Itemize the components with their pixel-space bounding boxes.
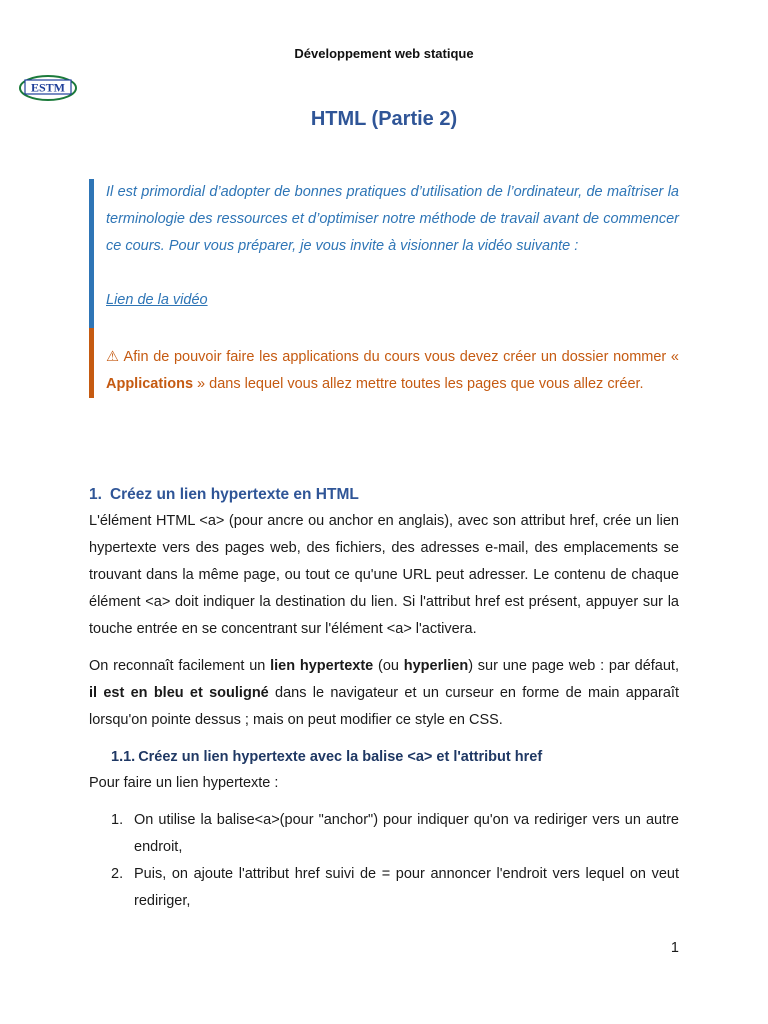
document-title: HTML (Partie 2) xyxy=(310,108,458,130)
video-link[interactable]: Lien de la vidéo xyxy=(106,292,208,308)
intro-callout xyxy=(89,179,679,328)
list-item: 1. On utilise la balise<a>(pour "anchor") pour indiquer qu'on va rediriger vers un autre endroit, xyxy=(111,812,679,855)
section-1-paragraph-1: L'élément HTML <a> (pour ancre ou anchor en anglais), avec son attribut href, crée un lien hypertexte vers des pages web, des fichiers, des adresses e-mail, des emplacements se trouvant dans la même page, ou tout ce qu'une URL peut adresser. Le contenu de chaque élément <a> doit indiquer la destination du lien. Si l'attribut href est présent, appuyer sur la touche entrée en se concentrant sur l'élément <a> l'activera. xyxy=(89,513,679,637)
main-content xyxy=(89,482,679,915)
callout-box xyxy=(89,179,679,398)
section-1-1-heading: 1.1. Créez un lien hypertexte avec la balise <a> et l'attribut href xyxy=(111,749,543,765)
svg-text:ESTM: ESTM xyxy=(30,80,66,95)
warning-text: ⚠ Afin de pouvoir faire les applications du cours vous devez créer un dossier nommer « Applications » dans lequel vous allez mettre toutes les pages que vous allez créer. xyxy=(106,349,680,392)
intro-text: Il est primordial d’adopter de bonnes pratiques d’utilisation de l’ordinateur, de maîtriser la terminologie des ressources et d’optimiser notre méthode de travail avant de commencer ce cours. Pour vous préparer, je vous invite à visionner la vidéo suivante : xyxy=(106,184,679,254)
folder-name: Applications xyxy=(106,376,194,392)
running-header: Développement web statique xyxy=(294,46,474,61)
list-item: 2. Puis, on ajoute l'attribut href suivi de = pour annoncer l'endroit vers lequel on veut rediriger, xyxy=(111,866,679,909)
estm-logo xyxy=(19,72,79,102)
section-1-paragraph-2: On reconnaît facilement un lien hypertexte (ou hyperlien) sur une page web : par défaut, il est en bleu et souligné dans le navigateur et un curseur en forme de main apparaît lorsqu'on pointe dessus ; mais on peut modifier ce style en CSS. xyxy=(89,658,679,728)
page-number: 1 xyxy=(670,940,679,956)
warning-callout xyxy=(89,328,679,398)
section-1-1-intro: Pour faire un lien hypertexte : xyxy=(89,775,279,791)
section-1-heading: 1. Créez un lien hypertexte en HTML xyxy=(89,486,359,503)
steps-list xyxy=(89,807,679,915)
warning-icon: ⚠ xyxy=(106,349,120,365)
